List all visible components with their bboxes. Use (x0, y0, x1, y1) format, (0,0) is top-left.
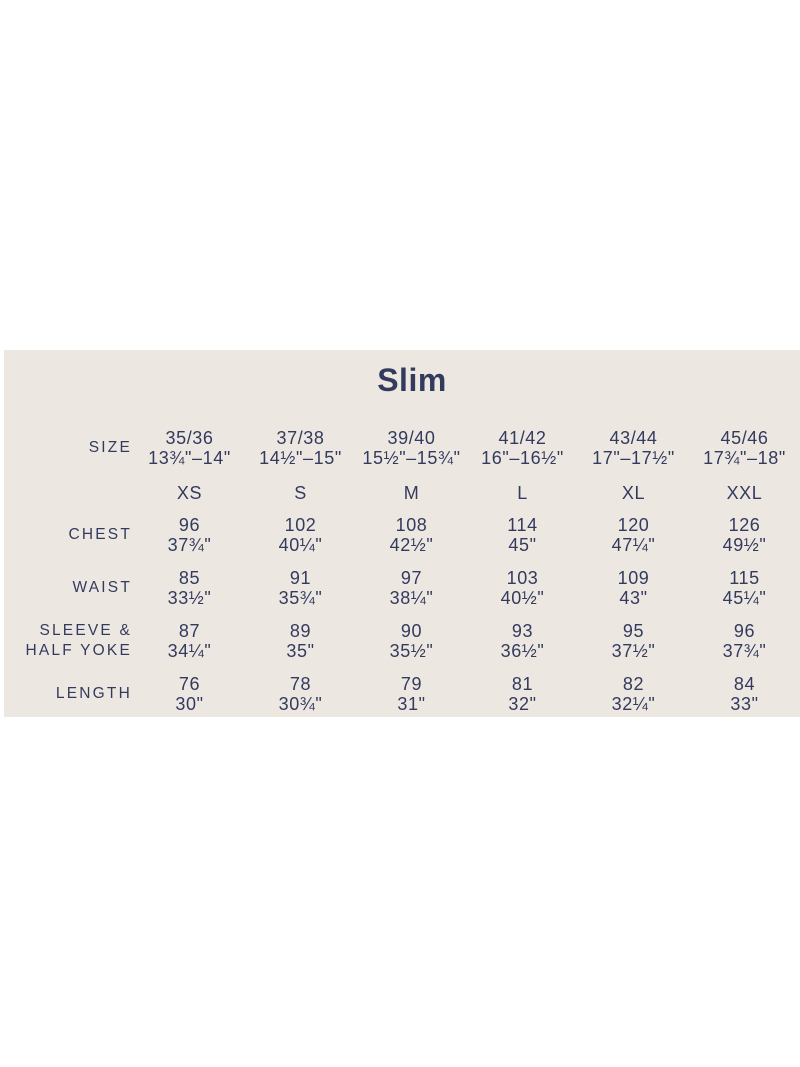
table-cell (467, 621, 578, 661)
cm-value: 96 (733, 621, 756, 641)
cm-value: 87 (178, 621, 201, 641)
collar-inches: 14½"–15" (259, 448, 342, 468)
cm-value: 89 (289, 621, 312, 641)
inch-value: 35¾" (278, 588, 323, 608)
inch-value: 35½" (389, 641, 434, 661)
cm-value: 109 (617, 568, 650, 588)
inch-value: 33½" (167, 588, 212, 608)
cm-value: 90 (400, 621, 423, 641)
inch-value: 32¼" (611, 694, 656, 714)
cm-value: 115 (729, 568, 760, 588)
inch-value: 47¼" (611, 535, 656, 555)
row-label-chest: CHEST (68, 526, 132, 543)
table-cell (467, 568, 578, 608)
cm-value: 78 (289, 674, 312, 694)
inch-value: 30¾" (278, 694, 323, 714)
table-row-size (4, 428, 800, 468)
collar-size: 37/38 (276, 428, 325, 448)
inch-value: 34¼" (167, 641, 212, 661)
table-cell (134, 568, 245, 608)
row-label-waist: WAIST (72, 579, 132, 596)
cm-value: 108 (395, 515, 428, 535)
collar-inches: 15½"–15¾" (362, 448, 461, 468)
table-cell (356, 621, 467, 661)
inch-value: 33" (730, 694, 759, 714)
inch-value: 40½" (500, 588, 545, 608)
size-table (4, 428, 800, 714)
letter-size: S (294, 483, 307, 503)
table-cell (245, 621, 356, 661)
row-label-sleeve-half-yoke: SLEEVE & HALF YOKE (25, 622, 132, 659)
letter-size: XS (176, 483, 203, 503)
table-cell (467, 428, 578, 468)
cm-value: 84 (733, 674, 756, 694)
collar-size: 35/36 (165, 428, 214, 448)
cm-value: 120 (617, 515, 650, 535)
table-cell (134, 515, 245, 555)
collar-size: 39/40 (387, 428, 436, 448)
inch-value: 43" (619, 588, 648, 608)
table-cell (356, 568, 467, 608)
collar-size: 43/44 (609, 428, 658, 448)
table-cell (467, 515, 578, 555)
table-cell (689, 515, 800, 555)
letter-size: L (517, 483, 528, 503)
inch-value: 32" (508, 694, 537, 714)
collar-inches: 13¾"–14" (148, 448, 231, 468)
cm-value: 82 (622, 674, 645, 694)
table-cell (578, 428, 689, 468)
cm-value: 96 (178, 515, 201, 535)
table-row-sleeve-half-yoke (4, 621, 800, 661)
row-label-length: LENGTH (55, 685, 132, 702)
letter-size: XXL (726, 483, 763, 503)
inch-value: 37¾" (167, 535, 212, 555)
inch-value: 38¼" (389, 588, 434, 608)
table-cell (245, 428, 356, 468)
inch-value: 37¾" (722, 641, 767, 661)
collar-inches: 17¾"–18" (703, 448, 786, 468)
table-cell (134, 674, 245, 714)
cm-value: 93 (511, 621, 534, 641)
inch-value: 35" (286, 641, 315, 661)
table-cell (578, 568, 689, 608)
table-cell (689, 674, 800, 714)
table-row-length (4, 674, 800, 714)
cm-value: 102 (284, 515, 317, 535)
size-chart-panel (4, 350, 800, 717)
cm-value: 126 (728, 515, 761, 535)
inch-value: 31" (397, 694, 426, 714)
table-cell (245, 674, 356, 714)
cm-value: 97 (400, 568, 423, 588)
table-cell (356, 515, 467, 555)
inch-value: 45¼" (722, 588, 767, 608)
inch-value: 42½" (389, 535, 434, 555)
inch-value: 49½" (722, 535, 767, 555)
letter-size: XL (621, 483, 646, 503)
collar-size: 41/42 (498, 428, 547, 448)
table-cell (245, 515, 356, 555)
table-cell (467, 674, 578, 714)
size-chart-title: Slim (377, 362, 447, 398)
inch-value: 36½" (500, 641, 545, 661)
row-label-size: SIZE (88, 439, 132, 456)
table-cell (356, 428, 467, 468)
table-cell (689, 568, 800, 608)
table-cell (134, 428, 245, 468)
table-cell (134, 621, 245, 661)
table-cell (689, 428, 800, 468)
inch-value: 40¼" (278, 535, 323, 555)
table-row-waist (4, 568, 800, 608)
table-cell (245, 568, 356, 608)
cm-value: 81 (511, 674, 534, 694)
table-cell (356, 674, 467, 714)
cm-value: 95 (622, 621, 645, 641)
collar-inches: 16"–16½" (481, 448, 564, 468)
table-cell (689, 621, 800, 661)
table-cell (578, 621, 689, 661)
collar-size: 45/46 (720, 428, 769, 448)
cm-value: 85 (178, 568, 201, 588)
table-row-letter-sizes (4, 484, 800, 502)
cm-value: 91 (289, 568, 312, 588)
table-cell (578, 515, 689, 555)
inch-value: 37½" (611, 641, 656, 661)
table-row-chest (4, 515, 800, 555)
cm-value: 76 (178, 674, 201, 694)
cm-value: 103 (506, 568, 539, 588)
letter-size: M (403, 483, 420, 503)
cm-value: 114 (507, 515, 538, 535)
collar-inches: 17"–17½" (592, 448, 675, 468)
inch-value: 45" (508, 535, 537, 555)
table-cell (578, 674, 689, 714)
cm-value: 79 (400, 674, 423, 694)
inch-value: 30" (175, 694, 204, 714)
